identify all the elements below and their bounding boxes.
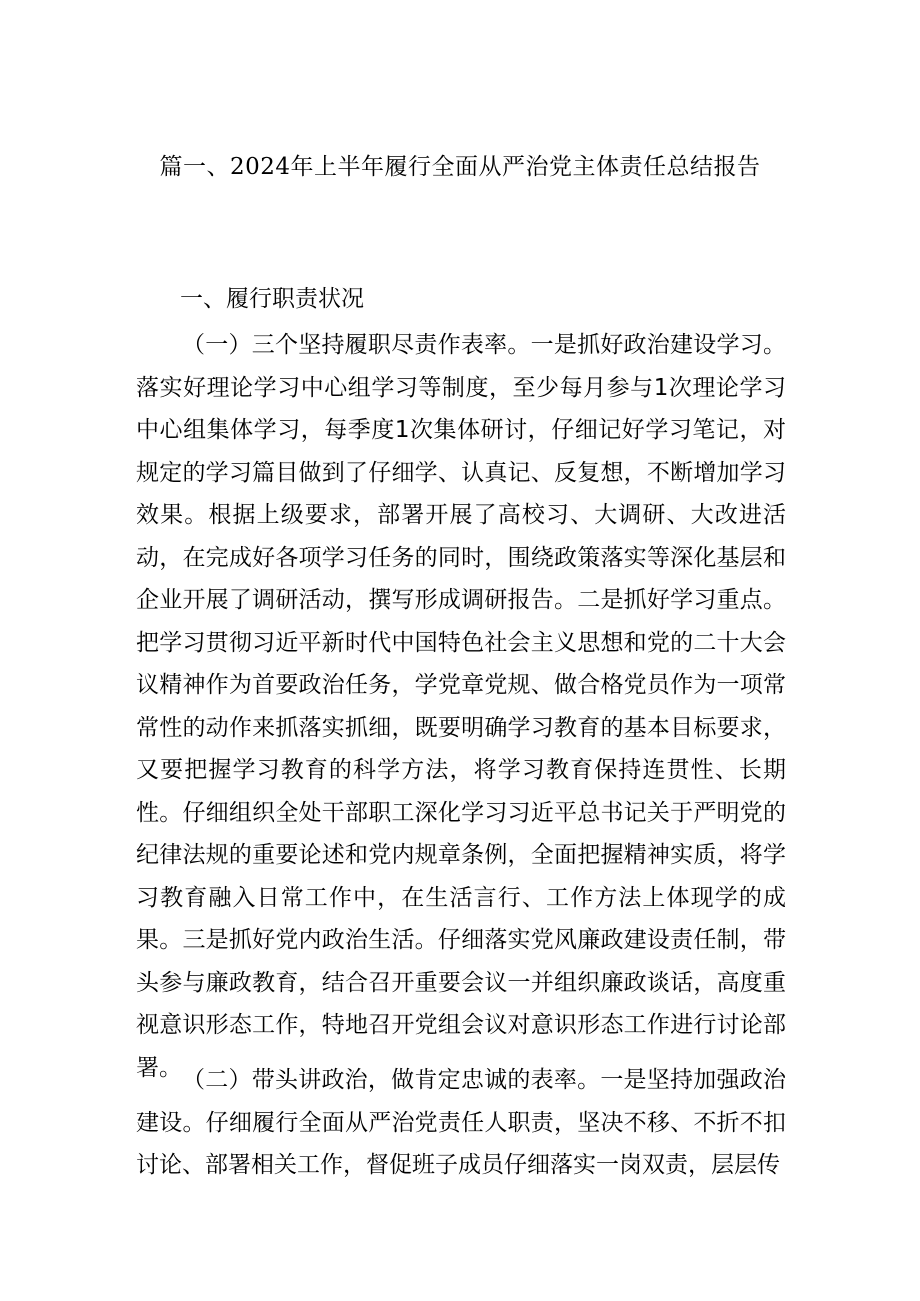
body-paragraph: （一）三个坚持履职尽责作表率。一是抓好政治建设学习。落实好理论学习中心组学习等制度，至少每月参与1次理论学习中心组集体学习，每季度1次集体研讨，仔细记好学习笔记，对规定的学习篇目做到了仔细学、认真记、反复想，不断增加学习效果。根据上级要求，部署开展了高校习、大调研、大改进活动，在完成好各项学习任务的同时，围绕政策落实等深化基层和企业开展了调研活动，撰写形成调研报告。二是抓好学习重点。把学习贯彻习近平新时代中国特色社会主义思想和党的二十大会议精神作为首要政治任务，学党章党规、做合格党员作为一项常常性的动作来抓落实抓细，既要明确学习教育的基本目标要求，又要把握学习教育的科学方法，将学习教育保持连贯性、长期性。仔细组织全处干部职工深化学习习近平总书记关于严明党的纪律法规的重要论述和党内规章条例，全面把握精神实质，将学习教育融入日常工作中，在生活言行、工作方法上体现学的成果。三是抓好党内政治生活。仔细落实党风廉政建设责任制，带头参与廉政教育，结合召开重要会议一并组织廉政谈话，高度重视意识形态工作，特地召开党组会议对意识形态工作进行讨论部署。 — [136, 332, 786, 1081]
section-heading: 一、履行职责状况 — [180, 286, 364, 312]
body-paragraph: （二）带头讲政治，做肯定忠诚的表率。一是坚持加强政治建设。仔细履行全面从严治党责任人职责，坚决不移、不折不扣讨论、部署相关工作，督促班子成员仔细落实一岗双责，层层传 — [136, 1067, 786, 1178]
document-title: 篇一、2024年上半年履行全面从严治党主体责任总结报告 — [159, 154, 761, 180]
